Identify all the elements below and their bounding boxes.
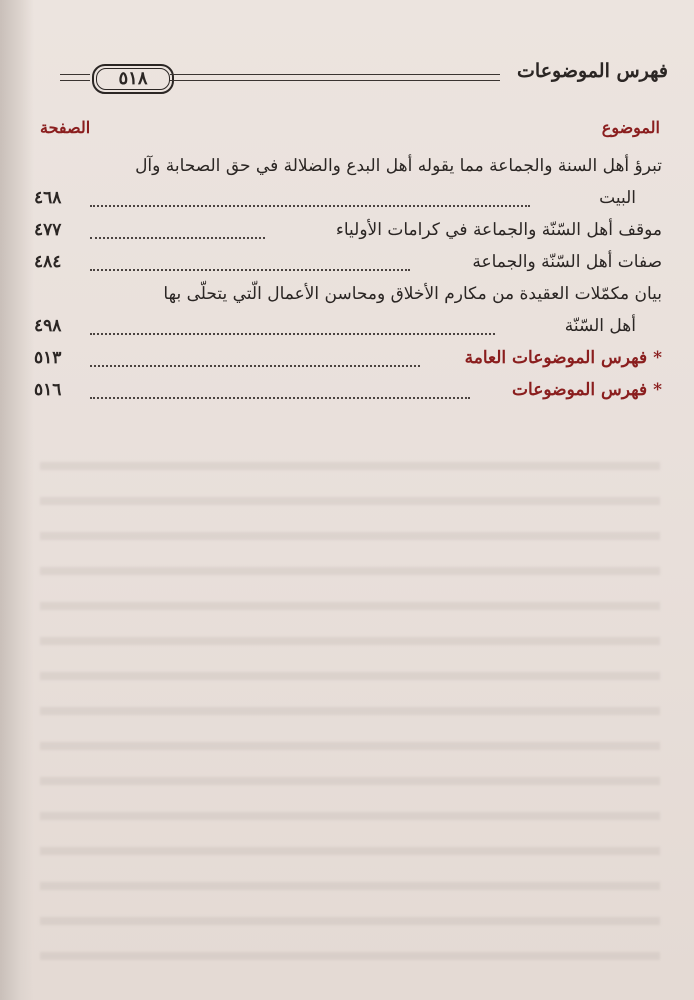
bullet-star: * xyxy=(653,348,662,368)
running-header xyxy=(30,58,668,98)
toc-entry-text: البيت xyxy=(599,188,636,208)
page-gutter-shadow xyxy=(0,0,34,1000)
toc-entry-text: أهل السّنّة xyxy=(564,316,636,336)
column-heading-topic: الموضوع xyxy=(601,118,660,137)
page-number: ٥١٨ xyxy=(118,68,148,89)
bullet-star: * xyxy=(653,380,662,400)
dot-leader xyxy=(90,237,410,271)
column-heading-page: الصفحة xyxy=(40,118,91,137)
header-rule xyxy=(170,80,500,81)
page-number-frame xyxy=(92,64,174,94)
dot-leader xyxy=(90,173,530,207)
toc-entry-text: فهرس الموضوعات العامة xyxy=(464,348,648,368)
header-title: فهرس الموضوعات xyxy=(517,60,668,82)
dot-leader xyxy=(90,205,265,239)
header-rule xyxy=(60,80,90,81)
dot-leader xyxy=(90,365,470,399)
toc-page-number: ٥١٣ xyxy=(34,348,62,368)
toc-page-number: ٤٦٨ xyxy=(34,188,62,208)
toc-entry-text: صفات أهل السّنّة والجماعة xyxy=(472,252,662,272)
header-rule xyxy=(170,74,500,75)
toc-entry[interactable] xyxy=(34,246,662,278)
table-of-contents xyxy=(34,150,662,406)
toc-entry[interactable] xyxy=(34,374,662,406)
show-through-text xyxy=(40,440,660,980)
toc-entry-text: بيان مكمّلات العقيدة من مكارم الأخلاق ومحاسن الأعمال الّتي يتحلّى بها xyxy=(163,284,662,304)
toc-entry-text: موقف أهل السّنّة والجماعة في كرامات الأولياء xyxy=(335,220,662,240)
toc-entry-text: فهرس الموضوعات xyxy=(512,380,648,400)
header-rule xyxy=(60,74,90,75)
toc-page-number: ٤٩٨ xyxy=(34,316,62,336)
dot-leader xyxy=(90,333,420,367)
toc-entry-text: تبرؤ أهل السنة والجماعة مما يقوله أهل البدع والضلالة في حق الصحابة وآل xyxy=(135,156,662,176)
toc-page-number: ٥١٦ xyxy=(34,380,62,400)
toc-page-number: ٤٧٧ xyxy=(34,220,62,240)
toc-page-number: ٤٨٤ xyxy=(34,252,62,272)
dot-leader xyxy=(90,301,495,335)
